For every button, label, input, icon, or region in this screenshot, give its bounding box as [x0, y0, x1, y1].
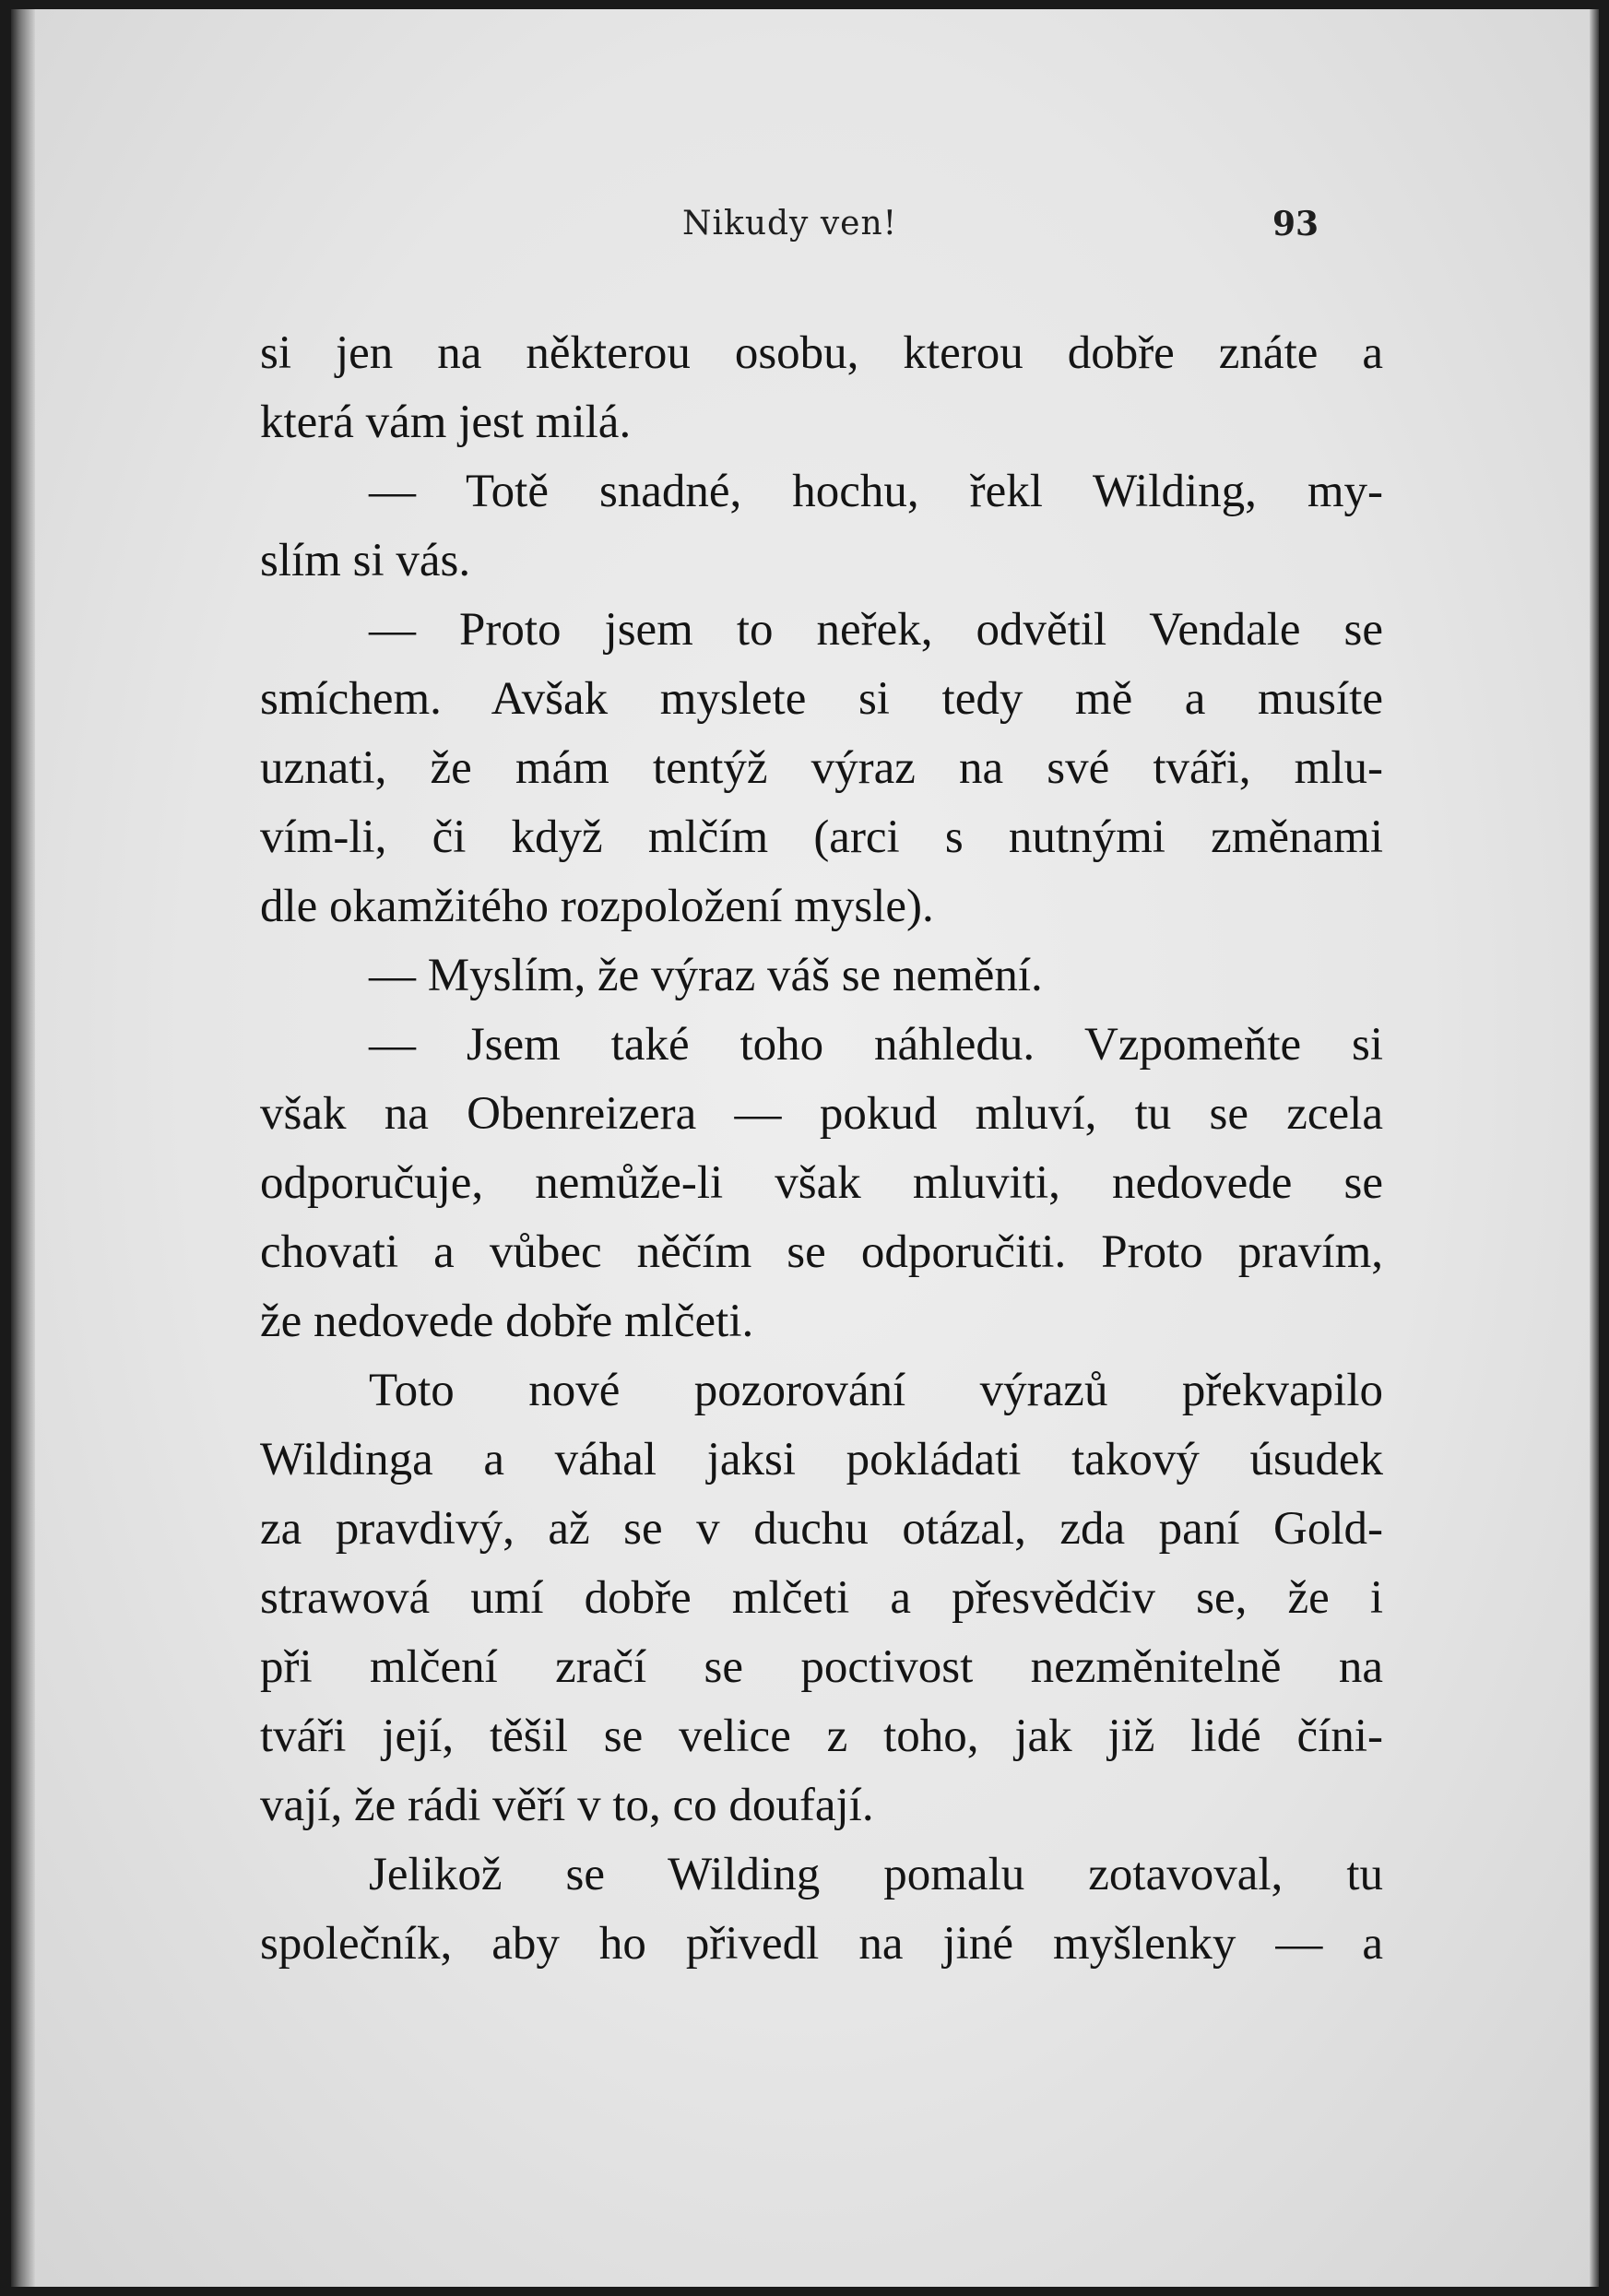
- text-line: při mlčení zračí se poctivost nezměnitelně na: [260, 1641, 1383, 1693]
- book-page: [11, 9, 1599, 2287]
- text-line: Jelikož se Wilding pomalu zotavoval, tu: [369, 1849, 1383, 1900]
- text-line: chovati a vůbec něčím se odporučiti. Proto pravím,: [260, 1226, 1383, 1278]
- text-line: společník, aby ho přivedl na jiné myšlenky — a: [260, 1918, 1383, 1970]
- text-line: odporučuje, nemůže-li však mluviti, nedovede se: [260, 1157, 1383, 1209]
- text-line: však na Obenreizera — pokud mluví, tu se zcela: [260, 1088, 1383, 1140]
- text-line: smíchem. Avšak myslete si tedy mě a musíte: [260, 673, 1383, 725]
- text-line: uznati, že mám tentýž výraz na své tváři, mlu-: [260, 742, 1383, 794]
- page-binding-edge: [11, 9, 35, 2287]
- text-line: Toto nové pozorování výrazů překvapilo: [369, 1365, 1383, 1416]
- text-line: vím-li, či když mlčím (arci s nutnými změnami: [260, 811, 1383, 863]
- text-line: — Proto jsem to neřek, odvětil Vendale se: [369, 604, 1383, 656]
- text-line: — Totě snadné, hochu, řekl Wilding, my-: [369, 466, 1383, 517]
- text-line: si jen na některou osobu, kterou dobře znáte a: [260, 327, 1383, 379]
- text-line: která vám jest milá.: [260, 396, 632, 448]
- text-line: dle okamžitého rozpoložení mysle).: [260, 881, 934, 932]
- text-line: vají, že rádi věří v to, co doufají.: [260, 1780, 874, 1831]
- text-line: slím si vás.: [260, 535, 471, 586]
- text-line: — Jsem také toho náhledu. Vzpomeňte si: [369, 1019, 1383, 1071]
- page-header: [11, 201, 1599, 256]
- text-line: Wildinga a váhal jaksi pokládati takový úsudek: [260, 1434, 1383, 1485]
- text-line: strawová umí dobře mlčeti a přesvědčiv se, že i: [260, 1572, 1383, 1624]
- text-line: za pravdivý, až se v duchu otázal, zda paní Gold-: [260, 1503, 1383, 1555]
- text-line: že nedovede dobře mlčeti.: [260, 1296, 754, 1347]
- running-title: Nikudy ven!: [682, 205, 898, 243]
- body-text: [260, 319, 1383, 1979]
- text-line: — Myslím, že výraz váš se nemění.: [369, 950, 1043, 1001]
- text-line: tváři její, těšil se velice z toho, jak již lidé číni-: [260, 1710, 1383, 1762]
- page-number: 93: [1272, 205, 1319, 243]
- page-right-edge: [1590, 9, 1599, 2287]
